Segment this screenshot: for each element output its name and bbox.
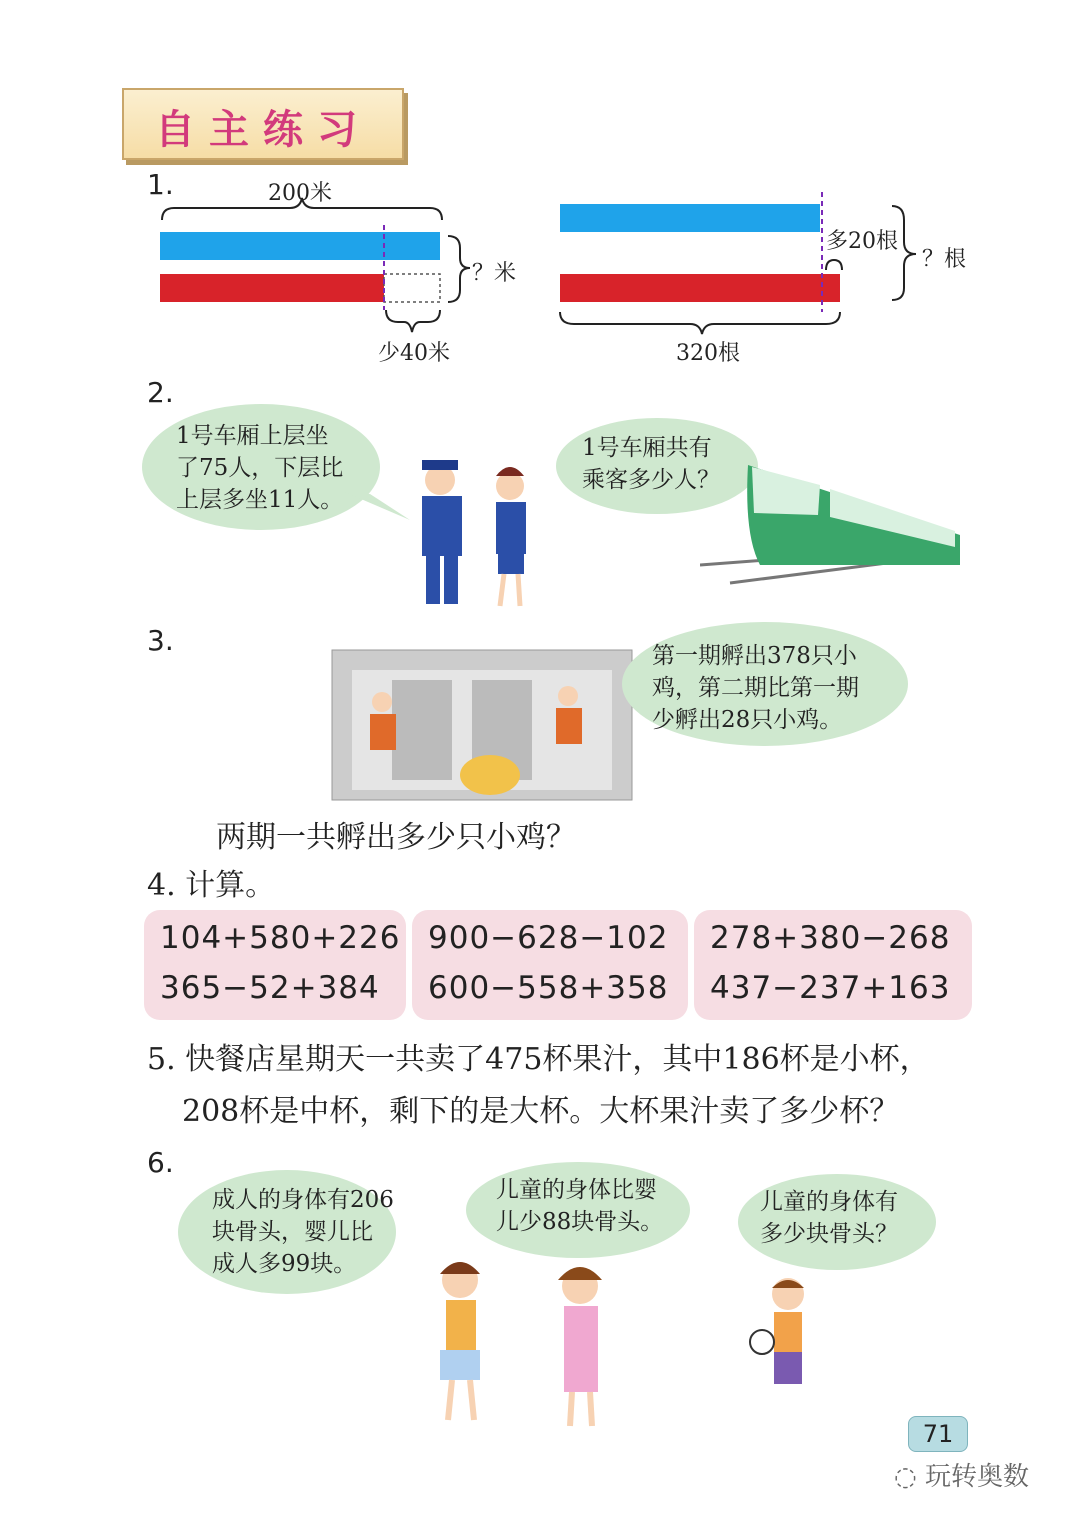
bubble-question-text: 儿童的身体有 多少块骨头？ [760, 1189, 898, 1247]
calc-item: 278+380−268 [710, 920, 951, 956]
blue-bar-right [560, 204, 820, 232]
problem-1-number: 1. [147, 168, 174, 201]
right-label-2: ？根 [922, 247, 967, 272]
wechat-icon: ◌ [894, 1462, 925, 1492]
calc-item: 900−628−102 [428, 920, 669, 956]
bubble-child-text: 儿童的身体比婴 儿少88块骨头。 [496, 1177, 664, 1235]
bottom-brace [386, 310, 440, 332]
diff-label: 多20根 [826, 229, 898, 254]
train-illustration [700, 455, 960, 585]
bubble-chicks-text: 第一期孵出378只小 鸡，第二期比第一期 少孵出28只小鸡。 [652, 643, 859, 733]
calc-item: 437−237+163 [710, 970, 951, 1006]
page-number-badge [908, 1416, 968, 1452]
bubble-adult-text: 成人的身体有206 块骨头，婴儿比 成人多99块。 [212, 1187, 394, 1277]
problem-4-title: 4. 计算。 [147, 868, 276, 903]
blue-bar [160, 232, 440, 260]
problem-5-line-2: 208杯是中杯，剩下的是大杯。大杯果汁卖了多少杯？ [182, 1094, 900, 1129]
conductor-figures [400, 450, 570, 610]
problem-6-number: 6. [147, 1146, 174, 1179]
section-header [122, 88, 404, 160]
right-brace [448, 236, 470, 302]
problem-5-line-1: 5. 快餐店星期天一共卖了475杯果汁，其中186杯是小杯， [147, 1042, 930, 1077]
bubble-left-text: 1号车厢上层坐 了75人，下层比 上层多坐11人。 [176, 423, 344, 513]
bottom-brace-2 [560, 312, 840, 334]
section-title: 自主练习 [155, 107, 371, 153]
missing-segment [384, 274, 440, 302]
bubble-right-text: 1号车厢共有 乘客多少人？ [582, 435, 720, 493]
calc-item: 600−558+358 [428, 970, 669, 1006]
problem-2-number: 2. [147, 376, 174, 409]
children-illustration [400, 1250, 820, 1430]
top-label: 200米 [268, 181, 332, 206]
page-number: 71 [922, 1420, 954, 1448]
incubator-illustration [322, 640, 652, 810]
watermark-text: ◌ 玩转奥数 [894, 1462, 1029, 1492]
red-bar [160, 274, 384, 302]
calc-item: 365−52+384 [160, 970, 380, 1006]
problem-3-number: 3. [147, 624, 174, 657]
right-label: ？米 [472, 261, 517, 286]
problem-3-question: 两期一共孵出多少只小鸡？ [216, 820, 576, 855]
calc-item: 104+580+226 [160, 920, 401, 956]
red-bar-right [560, 274, 840, 302]
bottom-label: 少40米 [378, 341, 450, 366]
bottom-label-2: 320根 [676, 341, 740, 366]
diff-brace [826, 260, 842, 270]
